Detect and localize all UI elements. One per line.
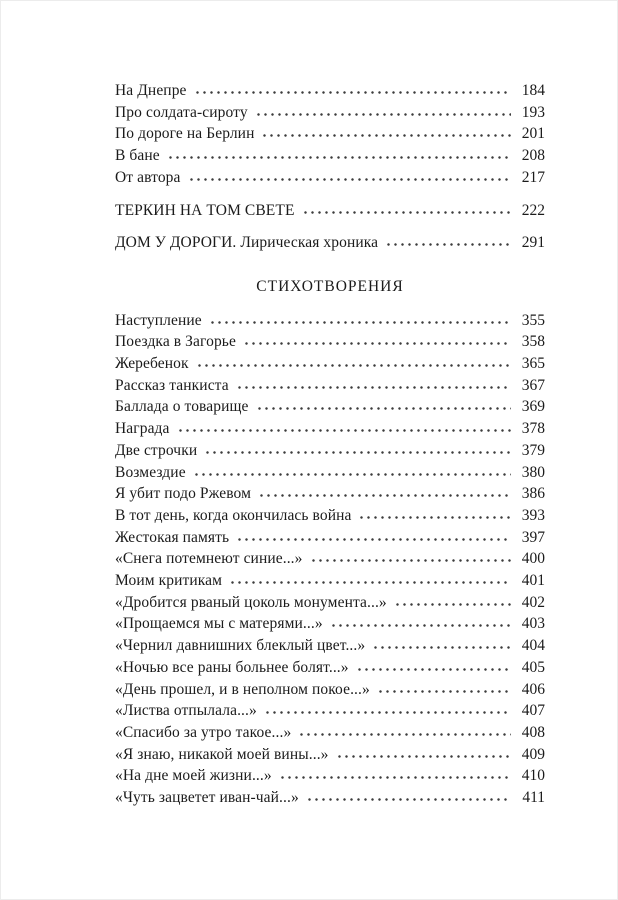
toc-entry <box>115 200 545 222</box>
toc-entry-title: Про солдата-сироту <box>115 103 248 121</box>
toc-entry-title: «Спасибо за утро такое...» <box>115 723 292 741</box>
toc-section <box>115 310 545 809</box>
toc-entry-page: 407 <box>521 702 545 720</box>
dot-leader <box>302 203 511 214</box>
toc-entry-page: 410 <box>521 767 545 785</box>
toc-section <box>115 232 545 254</box>
toc-entry-page: 406 <box>521 680 545 698</box>
toc-entry-title: ДОМ У ДОРОГИ. Лирическая хроника <box>115 234 379 252</box>
toc-entry <box>115 123 545 145</box>
toc-entry-title: «Чуть зацветет иван-чай...» <box>115 789 299 807</box>
toc-entry <box>115 440 545 462</box>
toc-entry-page: 411 <box>522 789 545 807</box>
toc-entry-title: «День прошел, и в неполном покое...» <box>115 680 370 698</box>
toc-entry <box>115 613 545 635</box>
toc-entry-title: Рассказ танкиста <box>115 376 229 394</box>
toc-entry-page: 403 <box>521 615 545 633</box>
dot-leader <box>298 726 511 737</box>
toc-entry-page: 397 <box>521 528 545 546</box>
toc-entry <box>115 310 545 332</box>
toc-entry <box>115 722 545 744</box>
toc-entry <box>115 483 545 505</box>
toc-entry <box>115 787 545 809</box>
dot-leader <box>356 661 511 672</box>
toc-entry <box>115 396 545 418</box>
toc-entry-title: Баллада о товарище <box>115 398 249 416</box>
toc-entry-title: Награда <box>115 420 170 438</box>
toc-entry-page: 355 <box>521 311 545 329</box>
toc-entry-title: Жестокая память <box>115 528 230 546</box>
toc-entry <box>115 592 545 614</box>
toc-entry-title: От автора <box>115 168 181 186</box>
toc-entry-page: 358 <box>521 333 545 351</box>
dot-leader <box>385 236 511 247</box>
toc-entry-title: По дороге на Берлин <box>115 125 255 143</box>
toc-entry-page: 367 <box>521 376 545 394</box>
toc-entry <box>115 167 545 189</box>
dot-leader <box>188 171 511 182</box>
toc-entry <box>115 505 545 527</box>
section-heading: СТИХОТВОРЕНИЯ <box>256 277 404 295</box>
toc-section <box>115 80 545 189</box>
dot-leader <box>177 422 511 433</box>
toc-entry-title: «На дне моей жизни...» <box>115 767 272 785</box>
toc-entry <box>115 700 545 722</box>
toc-entry-page: 365 <box>521 355 545 373</box>
dot-leader <box>194 84 511 95</box>
dot-leader <box>264 704 511 715</box>
dot-leader <box>255 106 511 117</box>
toc-sections <box>115 80 545 809</box>
toc-entry-page: 222 <box>521 201 545 219</box>
toc-entry-title: На Днепре <box>115 82 187 99</box>
toc-entry-page: 404 <box>521 637 545 655</box>
toc-entry <box>115 527 545 549</box>
toc-entry-page: 401 <box>521 572 545 590</box>
toc-entry <box>115 375 545 397</box>
toc-entry-page: 400 <box>521 550 545 568</box>
toc-entry-title: В тот день, когда окончилась война <box>115 506 352 524</box>
toc-section <box>115 200 545 222</box>
dot-leader <box>377 682 511 693</box>
toc-entry-title: «Листва отпылала...» <box>115 702 257 720</box>
toc-entry-page: 201 <box>521 125 545 143</box>
dot-leader <box>330 617 511 628</box>
dot-leader <box>394 596 511 607</box>
dot-leader <box>204 444 511 455</box>
toc-entry-page: 386 <box>521 485 545 503</box>
toc-entry-page: 217 <box>521 168 545 186</box>
dot-leader <box>261 127 511 138</box>
toc-entry <box>115 570 545 592</box>
toc-entry <box>115 331 545 353</box>
toc-entry-title: «Дробится рваный цоколь монумента...» <box>115 593 387 611</box>
dot-leader <box>372 639 511 650</box>
toc-entry-page: 208 <box>521 147 545 165</box>
toc-entry-title: Поездка в Загорье <box>115 333 236 351</box>
toc-entry-title: «Я знаю, никакой моей вины...» <box>115 745 329 763</box>
dot-leader <box>256 400 511 411</box>
dot-leader <box>358 509 511 520</box>
dot-leader <box>310 552 512 563</box>
toc-entry-title: ТЕРКИН НА ТОМ СВЕТЕ <box>115 201 295 219</box>
dot-leader <box>236 379 511 390</box>
toc-entry <box>115 102 545 124</box>
dot-leader <box>243 335 511 346</box>
toc-entry-page: 369 <box>521 398 545 416</box>
toc-entry-page: 193 <box>521 103 545 121</box>
toc-entry <box>115 679 545 701</box>
dot-leader <box>258 487 511 498</box>
toc-entry-page: 291 <box>521 234 545 252</box>
toc-entry-title: Жеребенок <box>115 355 189 373</box>
toc-entry <box>115 145 545 167</box>
toc-entry-page: 408 <box>521 723 545 741</box>
toc-entry-title: В бане <box>115 147 160 165</box>
dot-leader <box>236 531 511 542</box>
dot-leader <box>229 574 511 585</box>
dot-leader <box>279 769 511 780</box>
toc-entry-title: Возмездие <box>115 463 186 481</box>
toc-entry-title: «Снега потемнеют синие...» <box>115 550 303 568</box>
toc-entry <box>115 765 545 787</box>
dot-leader <box>306 791 511 802</box>
dot-leader <box>167 149 511 160</box>
toc-entry-title: Наступление <box>115 311 202 329</box>
toc-entry <box>115 548 545 570</box>
dot-leader <box>209 313 511 324</box>
toc-entry-page: 379 <box>521 441 545 459</box>
toc-entry-page: 393 <box>521 506 545 524</box>
toc-entry <box>115 418 545 440</box>
toc-entry-title: «Чернил давнишних блеклый цвет...» <box>115 637 366 655</box>
toc-entry <box>115 462 545 484</box>
toc-entry-title: Две строчки <box>115 441 198 459</box>
toc-entry <box>115 744 545 766</box>
toc-entry-page: 405 <box>521 658 545 676</box>
dot-leader <box>196 357 511 368</box>
toc-entry-page: 402 <box>521 593 545 611</box>
toc-entry <box>115 80 545 102</box>
dot-leader <box>336 748 511 759</box>
dot-leader <box>193 465 511 476</box>
toc-entry <box>115 353 545 375</box>
toc-entry-title: Я убит подо Ржевом <box>115 485 251 503</box>
toc-entry-title: «Прощаемся мы с матерями...» <box>115 615 323 633</box>
toc-entry-page: 380 <box>521 463 545 481</box>
toc-entry-page: 378 <box>521 420 545 438</box>
toc-entry-page: 409 <box>521 745 545 763</box>
toc-entry <box>115 232 545 254</box>
toc-entry <box>115 657 545 679</box>
toc-entry <box>115 635 545 657</box>
toc-entry-title: Моим критикам <box>115 572 223 590</box>
toc-entry-title: «Ночью все раны больнее болят...» <box>115 658 349 676</box>
toc-entry-page: 184 <box>521 82 545 99</box>
